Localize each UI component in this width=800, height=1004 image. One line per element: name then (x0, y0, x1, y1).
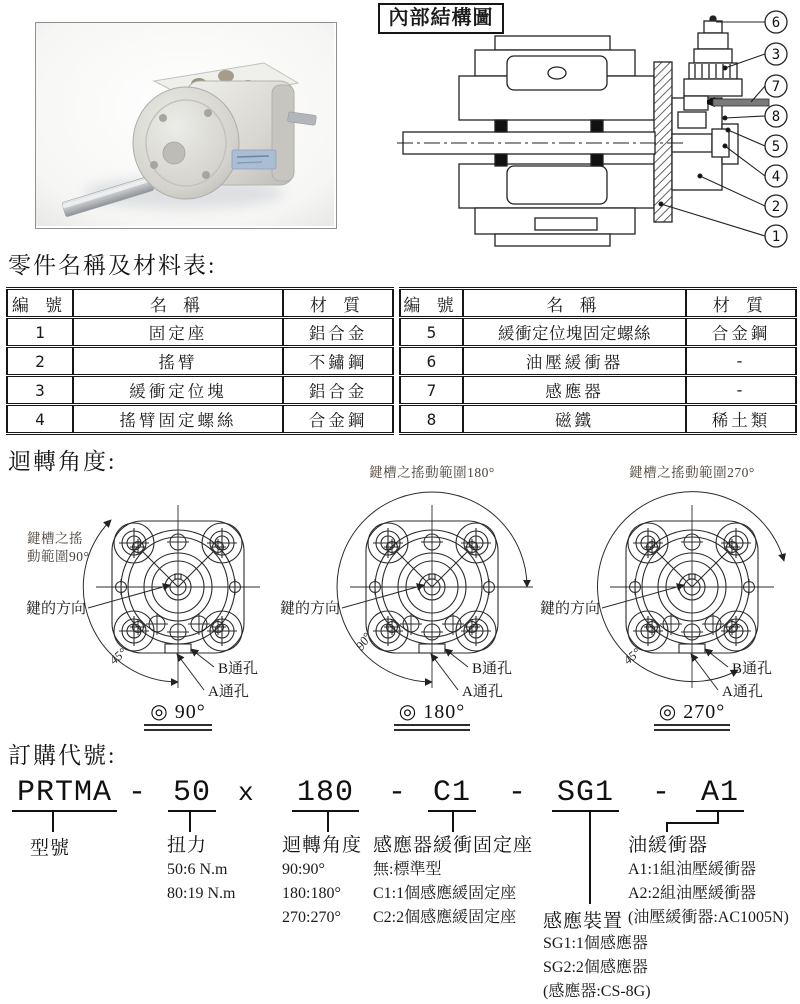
cross-section-body (397, 36, 738, 246)
option: C1:1個感應緩固定座 (373, 885, 517, 902)
parts-table-left (6, 287, 394, 435)
part-name: 緩衝定位塊固定螺絲 (463, 318, 686, 347)
swing-range-label: 鍵槽之搖 (27, 531, 83, 546)
part-no: 7 (400, 376, 463, 405)
code-dash: - (388, 776, 408, 810)
parts-table-title: 零件名稱及材料表: (8, 253, 217, 278)
code-torque: 50 (168, 776, 216, 812)
col-header-material: 材 質 (283, 289, 393, 318)
angle-label: 90° (352, 630, 375, 653)
code-sensor-seat: C1 (428, 776, 476, 812)
connector-line (52, 812, 54, 832)
port-b-label: B通孔 (732, 661, 773, 677)
part-material: - (686, 376, 796, 405)
table-row (400, 376, 796, 405)
rotation-diagram-270 (537, 460, 800, 738)
parts-table-right (399, 287, 797, 435)
col-header-no: 編 號 (400, 289, 463, 318)
part-name: 緩衝定位塊 (73, 376, 283, 405)
group-model-label: 型號 (30, 838, 71, 859)
part-material: 稀土類 (686, 405, 796, 434)
part-no: 6 (400, 347, 463, 376)
option: 90:90° (282, 861, 325, 878)
table-row (400, 405, 796, 434)
callout-bubbles (765, 11, 787, 247)
group-angle-options (282, 858, 341, 930)
sensor-part (678, 96, 769, 128)
option: A2:2組油壓緩衝器 (628, 885, 757, 902)
part-name: 感應器 (463, 376, 686, 405)
callout-3: 3 (771, 47, 781, 63)
key-direction-label: 鍵的方向 (26, 601, 87, 617)
option: C2:2個感應緩固定座 (373, 909, 517, 926)
code-dash: - (508, 776, 528, 810)
port-b-label: B通孔 (218, 661, 259, 677)
option: 無:標準型 (373, 861, 442, 878)
port-b-label: B通孔 (472, 661, 513, 677)
code-sensor-set: SG1 (552, 776, 619, 812)
part-material: 不鏽鋼 (283, 347, 393, 376)
group-angle-label: 迴轉角度 (282, 835, 363, 856)
swing-range-label: 鍵槽之搖動範圍270° (629, 465, 755, 480)
callout-1: 1 (771, 229, 781, 245)
swing-range-label: 鍵槽之搖動範圍180° (369, 465, 495, 480)
swing-range-label: 動範圍90° (27, 549, 90, 564)
part-no: 5 (400, 318, 463, 347)
table-row (7, 318, 393, 347)
part-material: 鋁合金 (283, 376, 393, 405)
part-name: 磁鐵 (463, 405, 686, 434)
group-torque-options (167, 858, 235, 906)
part-no: 2 (7, 347, 73, 376)
code-times: x (238, 778, 255, 808)
group-sensor-seat-label: 感應器緩衝固定座 (373, 835, 534, 856)
product-photo (36, 23, 334, 226)
part-name: 油壓緩衝器 (463, 347, 686, 376)
callout-5: 5 (771, 139, 781, 155)
option: SG1:1個感應器 (543, 935, 648, 952)
port-a-label: A通孔 (208, 684, 249, 700)
diagram-caption: ◎ 270° (658, 701, 726, 723)
connector-line (189, 812, 191, 832)
key-direction-label: 鍵的方向 (280, 601, 341, 617)
product-photo-frame (35, 22, 337, 229)
diagram-caption: ◎ 180° (398, 701, 466, 723)
key-direction-label: 鍵的方向 (540, 601, 601, 617)
internal-structure-diagram (395, 6, 800, 250)
connector-line (452, 812, 454, 832)
callout-4: 4 (771, 169, 781, 185)
group-sensor-seat-options (373, 858, 516, 930)
option: (感應器:CS-8G) (543, 983, 651, 1000)
group-oil-buffer-label: 油緩衝器 (628, 835, 709, 856)
part-no: 3 (7, 376, 73, 405)
group-oil-buffer-options (628, 858, 789, 930)
group-sensor-set-label: 感應裝置 (543, 911, 624, 932)
callout-7: 7 (771, 79, 781, 95)
port-a-label: A通孔 (462, 684, 503, 700)
option: (油壓緩衝器:AC1005N) (628, 909, 789, 926)
table-header-row (400, 289, 796, 318)
option: A1:1組油壓緩衝器 (628, 861, 757, 878)
part-material: - (686, 347, 796, 376)
part-no: 1 (7, 318, 73, 347)
option: 50:6 N.m (167, 861, 228, 878)
connector-line (666, 822, 719, 824)
table-row (7, 347, 393, 376)
option: SG2:2個感應器 (543, 959, 648, 976)
connector-line (589, 812, 591, 904)
callout-2: 2 (771, 199, 781, 215)
code-buffer: A1 (696, 776, 744, 812)
table-header-row (7, 289, 393, 318)
option: 270:270° (282, 909, 341, 926)
part-no: 4 (7, 405, 73, 434)
code-dash: - (128, 776, 148, 810)
part-name: 固定座 (73, 318, 283, 347)
part-name: 搖臂固定螺絲 (73, 405, 283, 434)
col-header-name: 名 稱 (463, 289, 686, 318)
callout-6: 6 (771, 15, 781, 31)
option: 180:180° (282, 885, 341, 902)
table-row (7, 376, 393, 405)
diagram-caption: ◎ 90° (150, 701, 206, 723)
col-header-material: 材 質 (686, 289, 796, 318)
part-material: 合金鋼 (283, 405, 393, 434)
rotation-angle-title: 迴轉角度: (8, 449, 117, 474)
connector-line (327, 812, 329, 832)
col-header-no: 編 號 (7, 289, 73, 318)
table-row (7, 405, 393, 434)
angle-label: 45° (620, 645, 644, 668)
part-material: 合金鋼 (686, 318, 796, 347)
internal-structure-title: 內部結構圖 (378, 3, 504, 34)
swing-range-arc (83, 520, 178, 682)
part-no: 8 (400, 405, 463, 434)
code-dash: - (652, 776, 672, 810)
col-header-name: 名 稱 (73, 289, 283, 318)
ordering-code-title: 訂購代號: (8, 743, 117, 768)
code-model: PRTMA (12, 776, 117, 812)
part-name: 搖臂 (73, 347, 283, 376)
code-angle: 180 (292, 776, 359, 812)
port-a-label: A通孔 (722, 684, 763, 700)
angle-label: 45° (106, 645, 130, 668)
table-row (400, 347, 796, 376)
callout-8: 8 (771, 109, 781, 125)
part-material: 鋁合金 (283, 318, 393, 347)
oil-buffer-part (684, 16, 742, 96)
table-row (400, 318, 796, 347)
option: 80:19 N.m (167, 885, 236, 902)
group-torque-label: 扭力 (167, 835, 208, 856)
group-sensor-set-options (543, 932, 651, 1004)
